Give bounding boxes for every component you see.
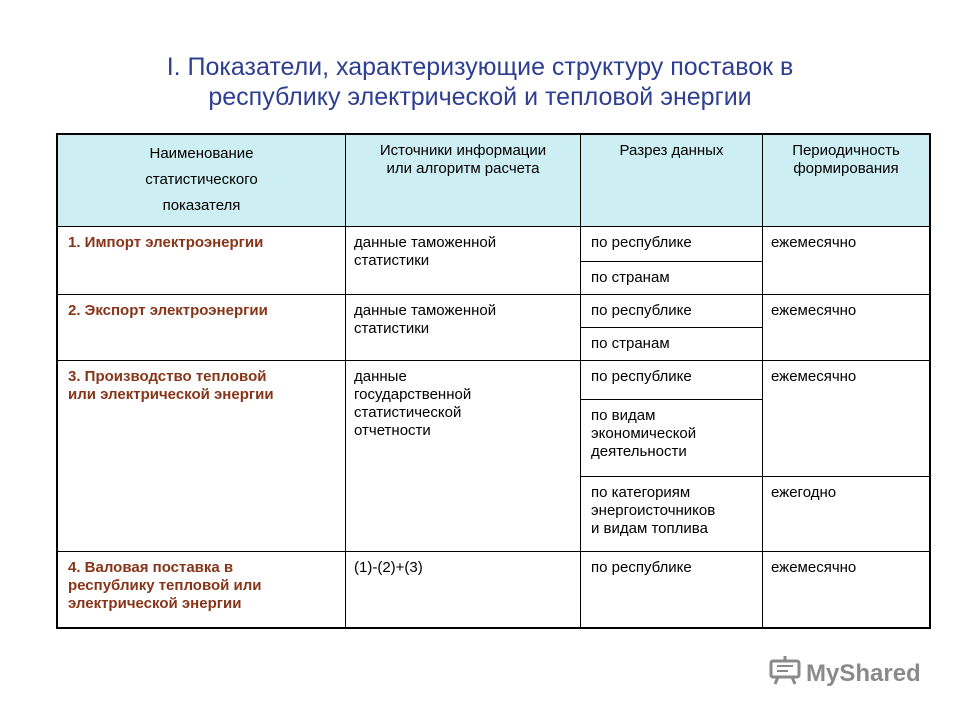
slide-title-line2: республику электрической и тепловой энергии	[208, 83, 752, 111]
row1-source-line1: данные таможенной	[354, 234, 497, 251]
table-header-row	[57, 134, 930, 227]
row3-cut3	[581, 477, 763, 552]
row3-cut2	[581, 400, 763, 477]
row3-source-line4: отчетности	[354, 422, 431, 439]
row1-cut2: по странам	[581, 262, 763, 295]
slide-title-line1: I. Показатели, характеризующие структуру поставок в	[166, 53, 794, 81]
header-sources	[346, 134, 581, 227]
header-period-line2: формирования	[793, 160, 899, 177]
row3-cut2-line3: деятельности	[591, 443, 687, 460]
header-name-line1: Наименование	[149, 145, 254, 162]
row3-source-line2: государственной	[354, 386, 472, 403]
table-row	[57, 227, 930, 262]
row3-period1: ежемесячно	[763, 361, 931, 477]
row3-source-line1: данные	[354, 368, 407, 385]
row3-indicator	[57, 361, 346, 552]
indicators-table-wrap	[56, 133, 931, 629]
row3-cut1: по республике	[581, 361, 763, 400]
header-name-line3: показателя	[162, 197, 241, 214]
row1-period: ежемесячно	[763, 227, 931, 295]
projector-icon	[768, 655, 806, 692]
row1-source	[346, 227, 581, 295]
row4-period: ежемесячно	[763, 552, 931, 629]
row3-cut2-line2: экономической	[591, 425, 697, 442]
header-name-line2: статистического	[145, 171, 258, 188]
watermark-text: MyShared	[806, 659, 921, 687]
row3-period2: ежегодно	[763, 477, 931, 552]
watermark-logo[interactable]	[768, 655, 921, 692]
table-row	[57, 295, 930, 328]
header-period-line1: Периодичность	[792, 142, 900, 159]
row3-source	[346, 361, 581, 552]
row3-indicator-line2: или электрической энергии	[68, 386, 274, 403]
header-sources-line2: или алгоритм расчета	[386, 160, 540, 177]
header-cut	[581, 134, 763, 227]
row3-indicator-line1: 3. Производство тепловой	[68, 368, 267, 385]
row4-indicator-line1: 4. Валовая поставка в	[68, 559, 234, 576]
table-row	[57, 361, 930, 400]
row3-cut2-line1: по видам	[591, 407, 656, 424]
row2-indicator: 2. Экспорт электроэнергии	[57, 295, 346, 361]
row4-cut: по республике	[581, 552, 763, 629]
row3-source-line3: статистической	[354, 404, 462, 421]
indicators-table	[56, 133, 931, 629]
row2-source-line1: данные таможенной	[354, 302, 497, 319]
row4-indicator-line3: электрической энергии	[68, 595, 242, 612]
row1-source-line2: статистики	[354, 252, 430, 269]
header-name	[57, 134, 346, 227]
row1-cut1: по республике	[581, 227, 763, 262]
slide-title	[80, 52, 880, 112]
row2-period: ежемесячно	[763, 295, 931, 361]
row4-indicator-line2: республику тепловой или	[68, 577, 262, 594]
table-row	[57, 552, 930, 629]
header-cut-text: Разрез данных	[619, 142, 724, 159]
header-sources-line1: Источники информации	[379, 142, 547, 159]
row4-source: (1)-(2)+(3)	[346, 552, 581, 629]
row3-cut3-line3: и видам топлива	[591, 520, 708, 537]
row1-indicator: 1. Импорт электроэнергии	[57, 227, 346, 295]
header-period	[763, 134, 931, 227]
row2-source-line2: статистики	[354, 320, 430, 337]
row2-cut1: по республике	[581, 295, 763, 328]
row4-indicator	[57, 552, 346, 629]
row3-cut3-line1: по категориям	[591, 484, 691, 501]
row2-cut2: по странам	[581, 328, 763, 361]
row2-source	[346, 295, 581, 361]
row3-cut3-line2: энергоисточников	[591, 502, 716, 519]
